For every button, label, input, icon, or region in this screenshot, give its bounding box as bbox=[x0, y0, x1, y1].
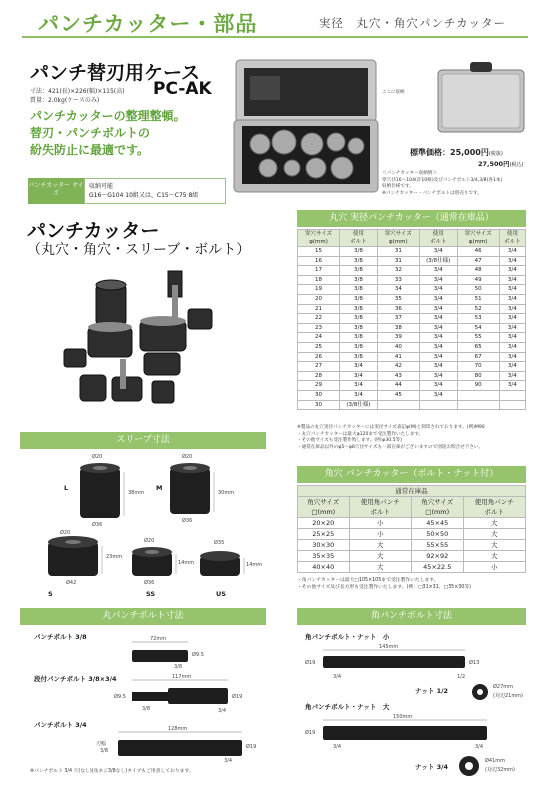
table-cell: 49 bbox=[457, 275, 499, 285]
column-header-line: 穿穴サイズ bbox=[305, 231, 333, 237]
table-row bbox=[298, 333, 526, 343]
page-title: パンチカッター・部品 bbox=[38, 12, 258, 36]
case-spec-size: 寸法：421(長)×226(幅)×115(高) bbox=[30, 88, 125, 95]
column-header-line: 使用 bbox=[432, 231, 444, 237]
table-row bbox=[298, 529, 526, 540]
column-header-line: ボルト bbox=[504, 239, 521, 245]
table-cell: 26 bbox=[298, 352, 340, 362]
table-cell: 41 bbox=[377, 352, 419, 362]
table-cell: 3/8 bbox=[340, 294, 378, 304]
case-open-photo bbox=[232, 56, 380, 196]
table-cell: 45×45 bbox=[411, 518, 463, 529]
table-cell: 15 bbox=[298, 247, 340, 257]
table-row bbox=[298, 342, 526, 352]
table-cell: 25×25 bbox=[298, 529, 350, 540]
table-row bbox=[298, 247, 526, 257]
table-cell: 52 bbox=[457, 304, 499, 314]
table-cell: 3/4 bbox=[340, 390, 378, 400]
table-cell: 47 bbox=[457, 256, 499, 266]
table-cell: 31 bbox=[377, 247, 419, 257]
table-cell: 3/8 bbox=[340, 247, 378, 257]
table-cell: 3/4 bbox=[419, 381, 457, 391]
column-header-line: φ(mm) bbox=[468, 239, 488, 245]
sleeve-ss-height: 14mm bbox=[178, 560, 195, 566]
table-cell: 45 bbox=[377, 390, 419, 400]
sleeve-label-ss: SS bbox=[146, 590, 156, 598]
table-cell: 40×40 bbox=[298, 562, 350, 573]
nut-34-diameter: Ø41mm bbox=[485, 758, 506, 764]
case-catchcopy bbox=[30, 108, 186, 159]
table-cell: 3/4 bbox=[419, 304, 457, 314]
table-cell: 小 bbox=[349, 529, 411, 540]
sleeve-l-height: 38mm bbox=[128, 490, 145, 496]
table-cell: 3/4 bbox=[419, 333, 457, 343]
table-cell: 50×50 bbox=[411, 529, 463, 540]
table-cell: 22 bbox=[298, 314, 340, 324]
bolt-38-thread: 3/8 bbox=[174, 664, 183, 670]
sleeve-label-l: L bbox=[64, 484, 69, 492]
table-cell: 3/8 bbox=[340, 342, 378, 352]
sleeve-section-title: スリーブ寸法 bbox=[20, 432, 266, 449]
table-cell: 38 bbox=[377, 323, 419, 333]
table-cell bbox=[499, 390, 525, 400]
table-cell: 34 bbox=[377, 285, 419, 295]
table-cell: 3/4 bbox=[499, 266, 525, 276]
table-cell: 40 bbox=[377, 342, 419, 352]
sleeve-m-height: 30mm bbox=[218, 490, 235, 496]
table-cell: 3/4 bbox=[499, 247, 525, 257]
sleeve-label-m: M bbox=[156, 484, 163, 492]
table-cell: 55×55 bbox=[411, 540, 463, 551]
table-cell: 大 bbox=[463, 540, 526, 551]
bolt-38-length: 72mm bbox=[150, 636, 167, 642]
column-header bbox=[340, 230, 378, 247]
column-header-line: ボルト bbox=[370, 508, 390, 516]
punch-cutter-photo bbox=[60, 265, 230, 415]
price-tax-incl-label: (税込) bbox=[509, 162, 524, 168]
table-row bbox=[298, 304, 526, 314]
table-cell: 3/4 bbox=[419, 371, 457, 381]
sqbolt-small-d2: Ø13 bbox=[469, 660, 480, 666]
bolt-step-t2: 3/4 bbox=[218, 708, 227, 714]
column-header bbox=[377, 230, 419, 247]
case-closed-photo bbox=[436, 58, 526, 136]
column-header bbox=[463, 497, 526, 518]
sleeve-s-bottom: Ø42 bbox=[66, 580, 77, 586]
table-row bbox=[298, 518, 526, 529]
table-cell: 42 bbox=[377, 362, 419, 372]
sleeve-ss-top: Ø20 bbox=[144, 538, 155, 544]
table-row bbox=[298, 314, 526, 324]
table-cell: 3/4 bbox=[499, 275, 525, 285]
table-row bbox=[298, 390, 526, 400]
table-cell: 3/4 bbox=[419, 390, 457, 400]
table-cell: 3/8 bbox=[340, 256, 378, 266]
table-row bbox=[298, 540, 526, 551]
sqbolt-large-thread2: 3/4 bbox=[475, 744, 484, 750]
bolt-34-length: 128mm bbox=[168, 726, 188, 732]
table-cell: 3/4 bbox=[340, 381, 378, 391]
sleeve-us-top: Ø35 bbox=[214, 540, 225, 546]
case-notes bbox=[382, 171, 542, 197]
note-line: ・その他サイズ及び長方形も受注製作いたします。(例：□31×31、□35×30等) bbox=[297, 585, 472, 590]
table-cell: 3/4 bbox=[419, 266, 457, 276]
column-header-line: □(mm) bbox=[425, 508, 450, 516]
round-table-notes bbox=[297, 425, 533, 451]
table-row bbox=[298, 285, 526, 295]
table-cell: 45×22.5 bbox=[411, 562, 463, 573]
case-capacity-label bbox=[28, 178, 84, 204]
table-cell: 29 bbox=[298, 381, 340, 391]
table-row bbox=[298, 562, 526, 573]
case-model: PC-AK bbox=[153, 79, 212, 99]
table-cell: 小 bbox=[463, 562, 526, 573]
table-cell: 17 bbox=[298, 266, 340, 276]
sleeve-label-us: US bbox=[216, 590, 226, 598]
price-main bbox=[410, 147, 503, 158]
table-row bbox=[298, 362, 526, 372]
table-cell bbox=[419, 400, 457, 410]
table-cell: 50 bbox=[457, 285, 499, 295]
table-cell: 3/4 bbox=[419, 285, 457, 295]
price-tax-excl-label: (税抜) bbox=[488, 151, 503, 157]
note-line: 穿穴径16～104(計10組)及びパンチボルト3/4,3/8(各1本) bbox=[382, 177, 503, 183]
table-cell: 39 bbox=[377, 333, 419, 343]
table-cell: 46 bbox=[457, 247, 499, 257]
table-cell: 大 bbox=[349, 562, 411, 573]
header-rule bbox=[22, 36, 528, 38]
punch-subtitle: （丸穴・角穴・スリーブ・ボルト） bbox=[27, 242, 251, 258]
column-header-line: 使用 bbox=[506, 231, 518, 237]
sleeve-m-bottom: Ø36 bbox=[182, 518, 193, 524]
column-header-line: ボルト bbox=[429, 239, 447, 245]
note-line: ・通常在庫品以外のφ5～φ8穴径サイズも一部在庫がございますので別途お問合せ下さい。 bbox=[297, 444, 484, 450]
page-subtitle: 実径 丸穴・角穴パンチカッター bbox=[318, 16, 506, 30]
bolt-38-diameter: Ø9.5 bbox=[192, 652, 204, 658]
stock-header: 通常在庫品 bbox=[298, 486, 526, 497]
sqbolt-large-label: 角パンチボルト・ナット 大 bbox=[305, 703, 390, 711]
table-cell: 31 bbox=[377, 256, 419, 266]
table-cell: 3/4 bbox=[419, 342, 457, 352]
table-cell: 3/4 bbox=[499, 285, 525, 295]
table-cell: 3/4 bbox=[499, 333, 525, 343]
round-hole-table bbox=[297, 229, 526, 410]
case-callout: ここに収納 bbox=[382, 90, 405, 95]
table-row bbox=[298, 294, 526, 304]
bolt-step-length: 117mm bbox=[172, 674, 192, 680]
note-line: ＜パンチカッター収納例＞ bbox=[382, 171, 437, 176]
table-cell: 51 bbox=[457, 294, 499, 304]
bolt-34-side2: 3/8 bbox=[100, 748, 109, 754]
round-bolt-section-title: 丸パンチボルト寸法 bbox=[20, 608, 266, 625]
table-cell: 3/4 bbox=[340, 371, 378, 381]
column-header bbox=[457, 230, 499, 247]
column-header-line: 使用 bbox=[352, 231, 364, 237]
table-cell: 3/8 bbox=[340, 314, 378, 324]
table-cell: 35×35 bbox=[298, 551, 350, 562]
table-row bbox=[298, 256, 526, 266]
sleeve-us-height: 14mm bbox=[246, 562, 263, 568]
table-cell: 32 bbox=[377, 266, 419, 276]
column-header-line: 穿穴サイズ bbox=[384, 231, 412, 237]
bolt-step-d1: Ø9.5 bbox=[114, 694, 126, 700]
case-capacity-value bbox=[84, 178, 226, 204]
table-cell: 19 bbox=[298, 285, 340, 295]
table-cell: 16 bbox=[298, 256, 340, 266]
table-cell: 30 bbox=[298, 390, 340, 400]
table-row bbox=[298, 381, 526, 391]
table-cell: 3/8 bbox=[340, 333, 378, 343]
table-row bbox=[298, 400, 526, 410]
nut-34-label: ナット 3/4 bbox=[415, 763, 449, 771]
note-line: ・丸穴パンチカッターは最大φ120まで受注製作いたします。 bbox=[297, 431, 424, 437]
table-cell: 20 bbox=[298, 294, 340, 304]
table-cell bbox=[457, 390, 499, 400]
table-cell bbox=[499, 400, 525, 410]
price-tax-excl: 標準価格：25,000円 bbox=[410, 148, 489, 157]
bolt-34-diameter: Ø19 bbox=[246, 744, 257, 750]
note-line: ・角パンチカッターは最大□105×105まで受注製作いたします。 bbox=[297, 578, 439, 583]
sleeve-l-bottom: Ø36 bbox=[92, 522, 103, 528]
table-cell: 3/4 bbox=[419, 352, 457, 362]
square-table-notes bbox=[297, 577, 533, 591]
table-cell: 3/4 bbox=[499, 314, 525, 324]
table-row bbox=[298, 266, 526, 276]
bolt-note: ※パンチボルト 3/4 穴(なし)(角ネジ3/8なし)タイプもご用意しております。 bbox=[30, 769, 194, 774]
note-line: ※パンチカッター・パンチボルトは別売りです。 bbox=[382, 190, 482, 196]
sqbolt-small-thread2: 1/2 bbox=[457, 674, 466, 680]
table-cell: 24 bbox=[298, 333, 340, 343]
capacity-line: 収納可能 bbox=[89, 183, 114, 190]
table-cell: (3/8仕様) bbox=[340, 400, 378, 410]
square-hole-table bbox=[297, 485, 526, 573]
table-cell: 3/4 bbox=[419, 247, 457, 257]
sqbolt-small-thread: 3/4 bbox=[333, 674, 342, 680]
table-row bbox=[298, 352, 526, 362]
column-header-line: 使用角パンチ bbox=[474, 498, 514, 506]
table-cell: 3/4 bbox=[419, 314, 457, 324]
table-cell: 3/4 bbox=[499, 371, 525, 381]
table-cell: 36 bbox=[377, 304, 419, 314]
sqbolt-large-thread: 3/4 bbox=[333, 744, 342, 750]
nut-half-label: ナット 1/2 bbox=[415, 687, 449, 695]
column-header-line: φ(mm) bbox=[389, 239, 408, 245]
bolt-34-side: 刃幅 bbox=[96, 741, 107, 747]
table-cell: 30×30 bbox=[298, 540, 350, 551]
column-header-line: ボルト bbox=[350, 239, 367, 245]
table-cell: 18 bbox=[298, 275, 340, 285]
table-cell: 3/4 bbox=[419, 275, 457, 285]
bolt-34-label: パンチボルト 3/4 bbox=[34, 721, 87, 729]
column-header-line: □(mm) bbox=[311, 508, 336, 516]
table-cell: 3/4 bbox=[499, 323, 525, 333]
table-cell: 3/4 bbox=[499, 381, 525, 391]
sqbolt-small-length: 145mm bbox=[379, 644, 399, 650]
table-cell: 33 bbox=[377, 275, 419, 285]
table-cell: 20×20 bbox=[298, 518, 350, 529]
bolt-step-d2: Ø19 bbox=[232, 694, 243, 700]
column-header-line: ボルト bbox=[484, 508, 504, 516]
table-cell: 3/4 bbox=[499, 304, 525, 314]
table-cell: 90 bbox=[457, 381, 499, 391]
round-table-title: 丸穴 実径パンチカッター（通常在庫品） bbox=[297, 210, 526, 227]
table-cell: 3/4 bbox=[499, 256, 525, 266]
sleeve-s-height: 23mm bbox=[106, 554, 123, 560]
round-bolt-diagram bbox=[20, 628, 266, 778]
sleeve-s-top: Ø20 bbox=[60, 530, 71, 536]
column-header bbox=[298, 230, 340, 247]
sleeve-l-top: Ø20 bbox=[92, 454, 103, 460]
table-cell: 3/8 bbox=[340, 275, 378, 285]
table-cell: 65 bbox=[457, 342, 499, 352]
note-line: ※製品の丸穴実径パンチカッターには実径サイズ表記φ(M)と刻印されております。(例)M90 bbox=[297, 425, 485, 430]
table-cell: 30 bbox=[298, 400, 340, 410]
nut-34-flat: (対辺32mm) bbox=[485, 767, 516, 773]
table-cell: 大 bbox=[463, 529, 526, 540]
column-header bbox=[349, 497, 411, 518]
table-cell: (3/8仕様) bbox=[419, 256, 457, 266]
column-header bbox=[298, 497, 350, 518]
bolt-step-label: 段付パンチボルト 3/8×3/4 bbox=[34, 675, 117, 683]
table-cell: 37 bbox=[377, 314, 419, 324]
bolt-34-thread: 3/4 bbox=[224, 758, 233, 764]
table-cell: 23 bbox=[298, 323, 340, 333]
column-header bbox=[411, 497, 463, 518]
table-cell bbox=[457, 400, 499, 410]
table-cell: 48 bbox=[457, 266, 499, 276]
case-title: パンチ替刃用ケース bbox=[30, 62, 201, 84]
table-cell: 3/8 bbox=[340, 304, 378, 314]
sleeve-label-s: S bbox=[48, 590, 53, 598]
column-header-line: 使用角パンチ bbox=[360, 498, 400, 506]
table-cell: 3/8 bbox=[340, 323, 378, 333]
column-header bbox=[419, 230, 457, 247]
catch-line: 替刃・パンチボルトの bbox=[30, 126, 151, 140]
table-cell: 3/4 bbox=[499, 294, 525, 304]
table-cell: 3/8 bbox=[340, 266, 378, 276]
table-cell: 25 bbox=[298, 342, 340, 352]
sqbolt-large-length: 150mm bbox=[393, 714, 413, 720]
column-header bbox=[499, 230, 525, 247]
table-cell: 92×92 bbox=[411, 551, 463, 562]
table-cell: 55 bbox=[457, 333, 499, 343]
table-cell: 28 bbox=[298, 371, 340, 381]
table-cell: 3/4 bbox=[419, 362, 457, 372]
table-cell: 3/8 bbox=[340, 285, 378, 295]
table-cell: 53 bbox=[457, 314, 499, 324]
table-cell: 大 bbox=[349, 540, 411, 551]
bolt-38-label: パンチボルト 3/8 bbox=[34, 633, 87, 641]
table-cell: 67 bbox=[457, 352, 499, 362]
nut-half-flat: (対辺21mm) bbox=[493, 693, 524, 699]
bolt-step-t1: 3/8 bbox=[142, 706, 151, 712]
column-header-line: 穿穴サイズ bbox=[464, 231, 492, 237]
table-cell: 大 bbox=[349, 551, 411, 562]
table-cell: 43 bbox=[377, 371, 419, 381]
catch-line: パンチカッターの整理整頓。 bbox=[30, 109, 186, 123]
price-tax-incl: 27,500円 bbox=[478, 160, 510, 168]
price-sub bbox=[478, 159, 524, 168]
table-cell: 21 bbox=[298, 304, 340, 314]
sleeve-diagram bbox=[20, 450, 266, 602]
table-cell: 80 bbox=[457, 371, 499, 381]
table-cell: 70 bbox=[457, 362, 499, 372]
table-cell: 27 bbox=[298, 362, 340, 372]
table-cell: 35 bbox=[377, 294, 419, 304]
sqbolt-small-label: 角パンチボルト・ナット 小 bbox=[305, 633, 390, 641]
table-row bbox=[298, 275, 526, 285]
capacity-label-text: パンチカッター サイズ bbox=[28, 182, 84, 197]
table-row bbox=[298, 323, 526, 333]
column-header-line: φ(mm) bbox=[309, 239, 328, 245]
table-cell: 小 bbox=[349, 518, 411, 529]
capacity-line: G16～G104 10組又は、C15～C75 8組 bbox=[89, 192, 199, 199]
nut-half-diameter: Ø27mm bbox=[493, 684, 514, 690]
case-spec-weight: 質量：2.0kg(ケースのみ) bbox=[30, 97, 100, 104]
table-cell: 大 bbox=[463, 518, 526, 529]
sleeve-m-top: Ø20 bbox=[182, 454, 193, 460]
table-cell bbox=[377, 400, 419, 410]
table-row bbox=[298, 551, 526, 562]
table-cell: 3/4 bbox=[499, 362, 525, 372]
punch-title: パンチカッター bbox=[27, 220, 160, 242]
square-bolt-section-title: 角パンチボルト寸法 bbox=[297, 608, 526, 625]
table-cell: 44 bbox=[377, 381, 419, 391]
table-cell: 54 bbox=[457, 323, 499, 333]
column-header-line: 角穴サイズ bbox=[421, 498, 454, 506]
table-cell: 3/4 bbox=[499, 342, 525, 352]
table-cell: 大 bbox=[463, 551, 526, 562]
sqbolt-large-diameter: Ø19 bbox=[305, 730, 316, 736]
table-cell: 3/4 bbox=[499, 352, 525, 362]
table-cell: 3/4 bbox=[340, 362, 378, 372]
table-row bbox=[298, 371, 526, 381]
table-cell: 3/8 bbox=[340, 352, 378, 362]
column-header-line: 角穴サイズ bbox=[307, 498, 340, 506]
sqbolt-small-d1: Ø19 bbox=[305, 660, 316, 666]
sleeve-ss-bottom: Ø36 bbox=[144, 580, 155, 586]
table-cell: 3/4 bbox=[419, 323, 457, 333]
catch-line: 紛失防止に最適です。 bbox=[30, 143, 150, 157]
square-table-title: 角穴 パンチカッター（ボルト・ナット付） bbox=[297, 466, 526, 483]
square-bolt-diagram bbox=[297, 628, 526, 778]
table-cell: 3/4 bbox=[419, 294, 457, 304]
note-line: ・その他サイズも受注製作致します。(例:φ30.5等) bbox=[297, 438, 402, 444]
note-line: 収納仕様です。 bbox=[382, 184, 414, 189]
